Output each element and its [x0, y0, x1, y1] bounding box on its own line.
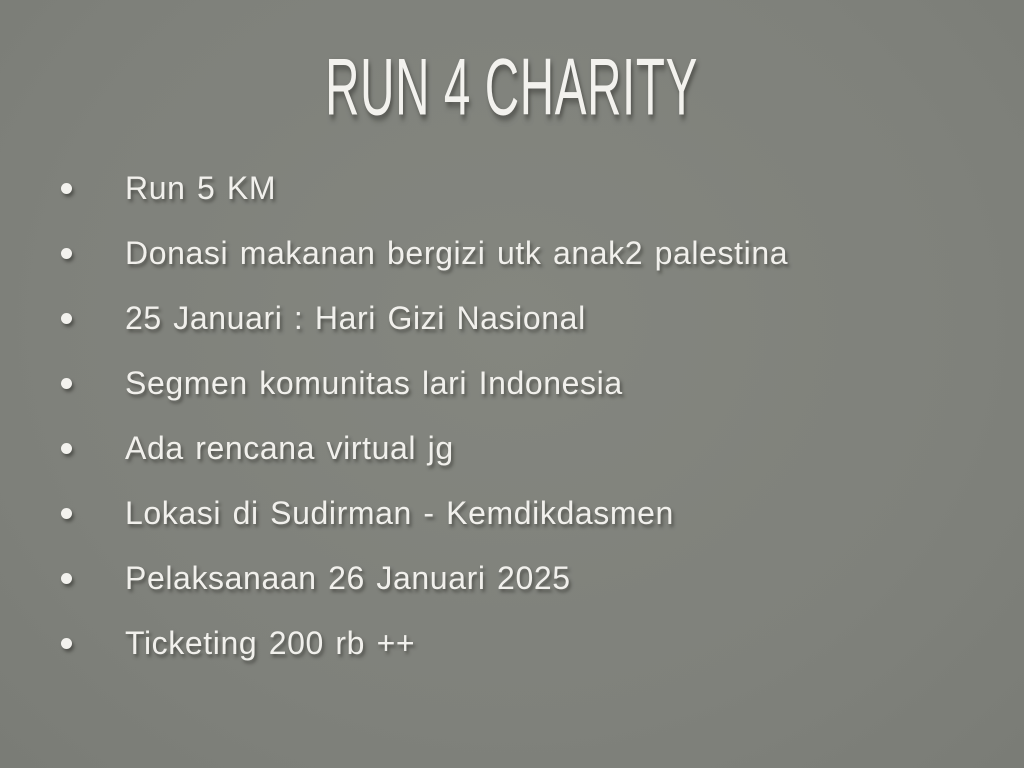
bullet-dot-icon: [61, 638, 72, 649]
bullet-item: [0, 611, 1024, 676]
bullet-dot-icon: [61, 443, 72, 454]
title-area: [0, 40, 1024, 133]
bullet-text: 25 Januari : Hari Gizi Nasional: [125, 300, 586, 336]
bullet-item: [0, 221, 1024, 286]
bullet-item: [0, 286, 1024, 351]
bullet-dot-icon: [61, 248, 72, 259]
bullet-item: [0, 156, 1024, 221]
bullet-dot-icon: [61, 378, 72, 389]
bullet-dot-icon: [61, 573, 72, 584]
bullet-dot-icon: [61, 508, 72, 519]
bullet-item: [0, 351, 1024, 416]
bullet-text: Segmen komunitas lari Indonesia: [125, 365, 623, 401]
bullet-text: Run 5 KM: [125, 170, 277, 206]
bullet-dot-icon: [61, 313, 72, 324]
bullet-dot-icon: [61, 183, 72, 194]
bullet-text: Ticketing 200 rb ++: [125, 625, 416, 661]
bullet-item: [0, 546, 1024, 611]
bullet-text: Donasi makanan bergizi utk anak2 palestina: [125, 235, 789, 271]
bullet-item: [0, 481, 1024, 546]
bullet-text: Ada rencana virtual jg: [125, 430, 454, 466]
bullet-list: [0, 156, 1024, 676]
bullet-text: Pelaksanaan 26 Januari 2025: [125, 560, 571, 596]
bullet-item: [0, 416, 1024, 481]
slide-title: RUN 4 CHARITY: [325, 40, 699, 133]
bullet-text: Lokasi di Sudirman - Kemdikdasmen: [125, 495, 674, 531]
